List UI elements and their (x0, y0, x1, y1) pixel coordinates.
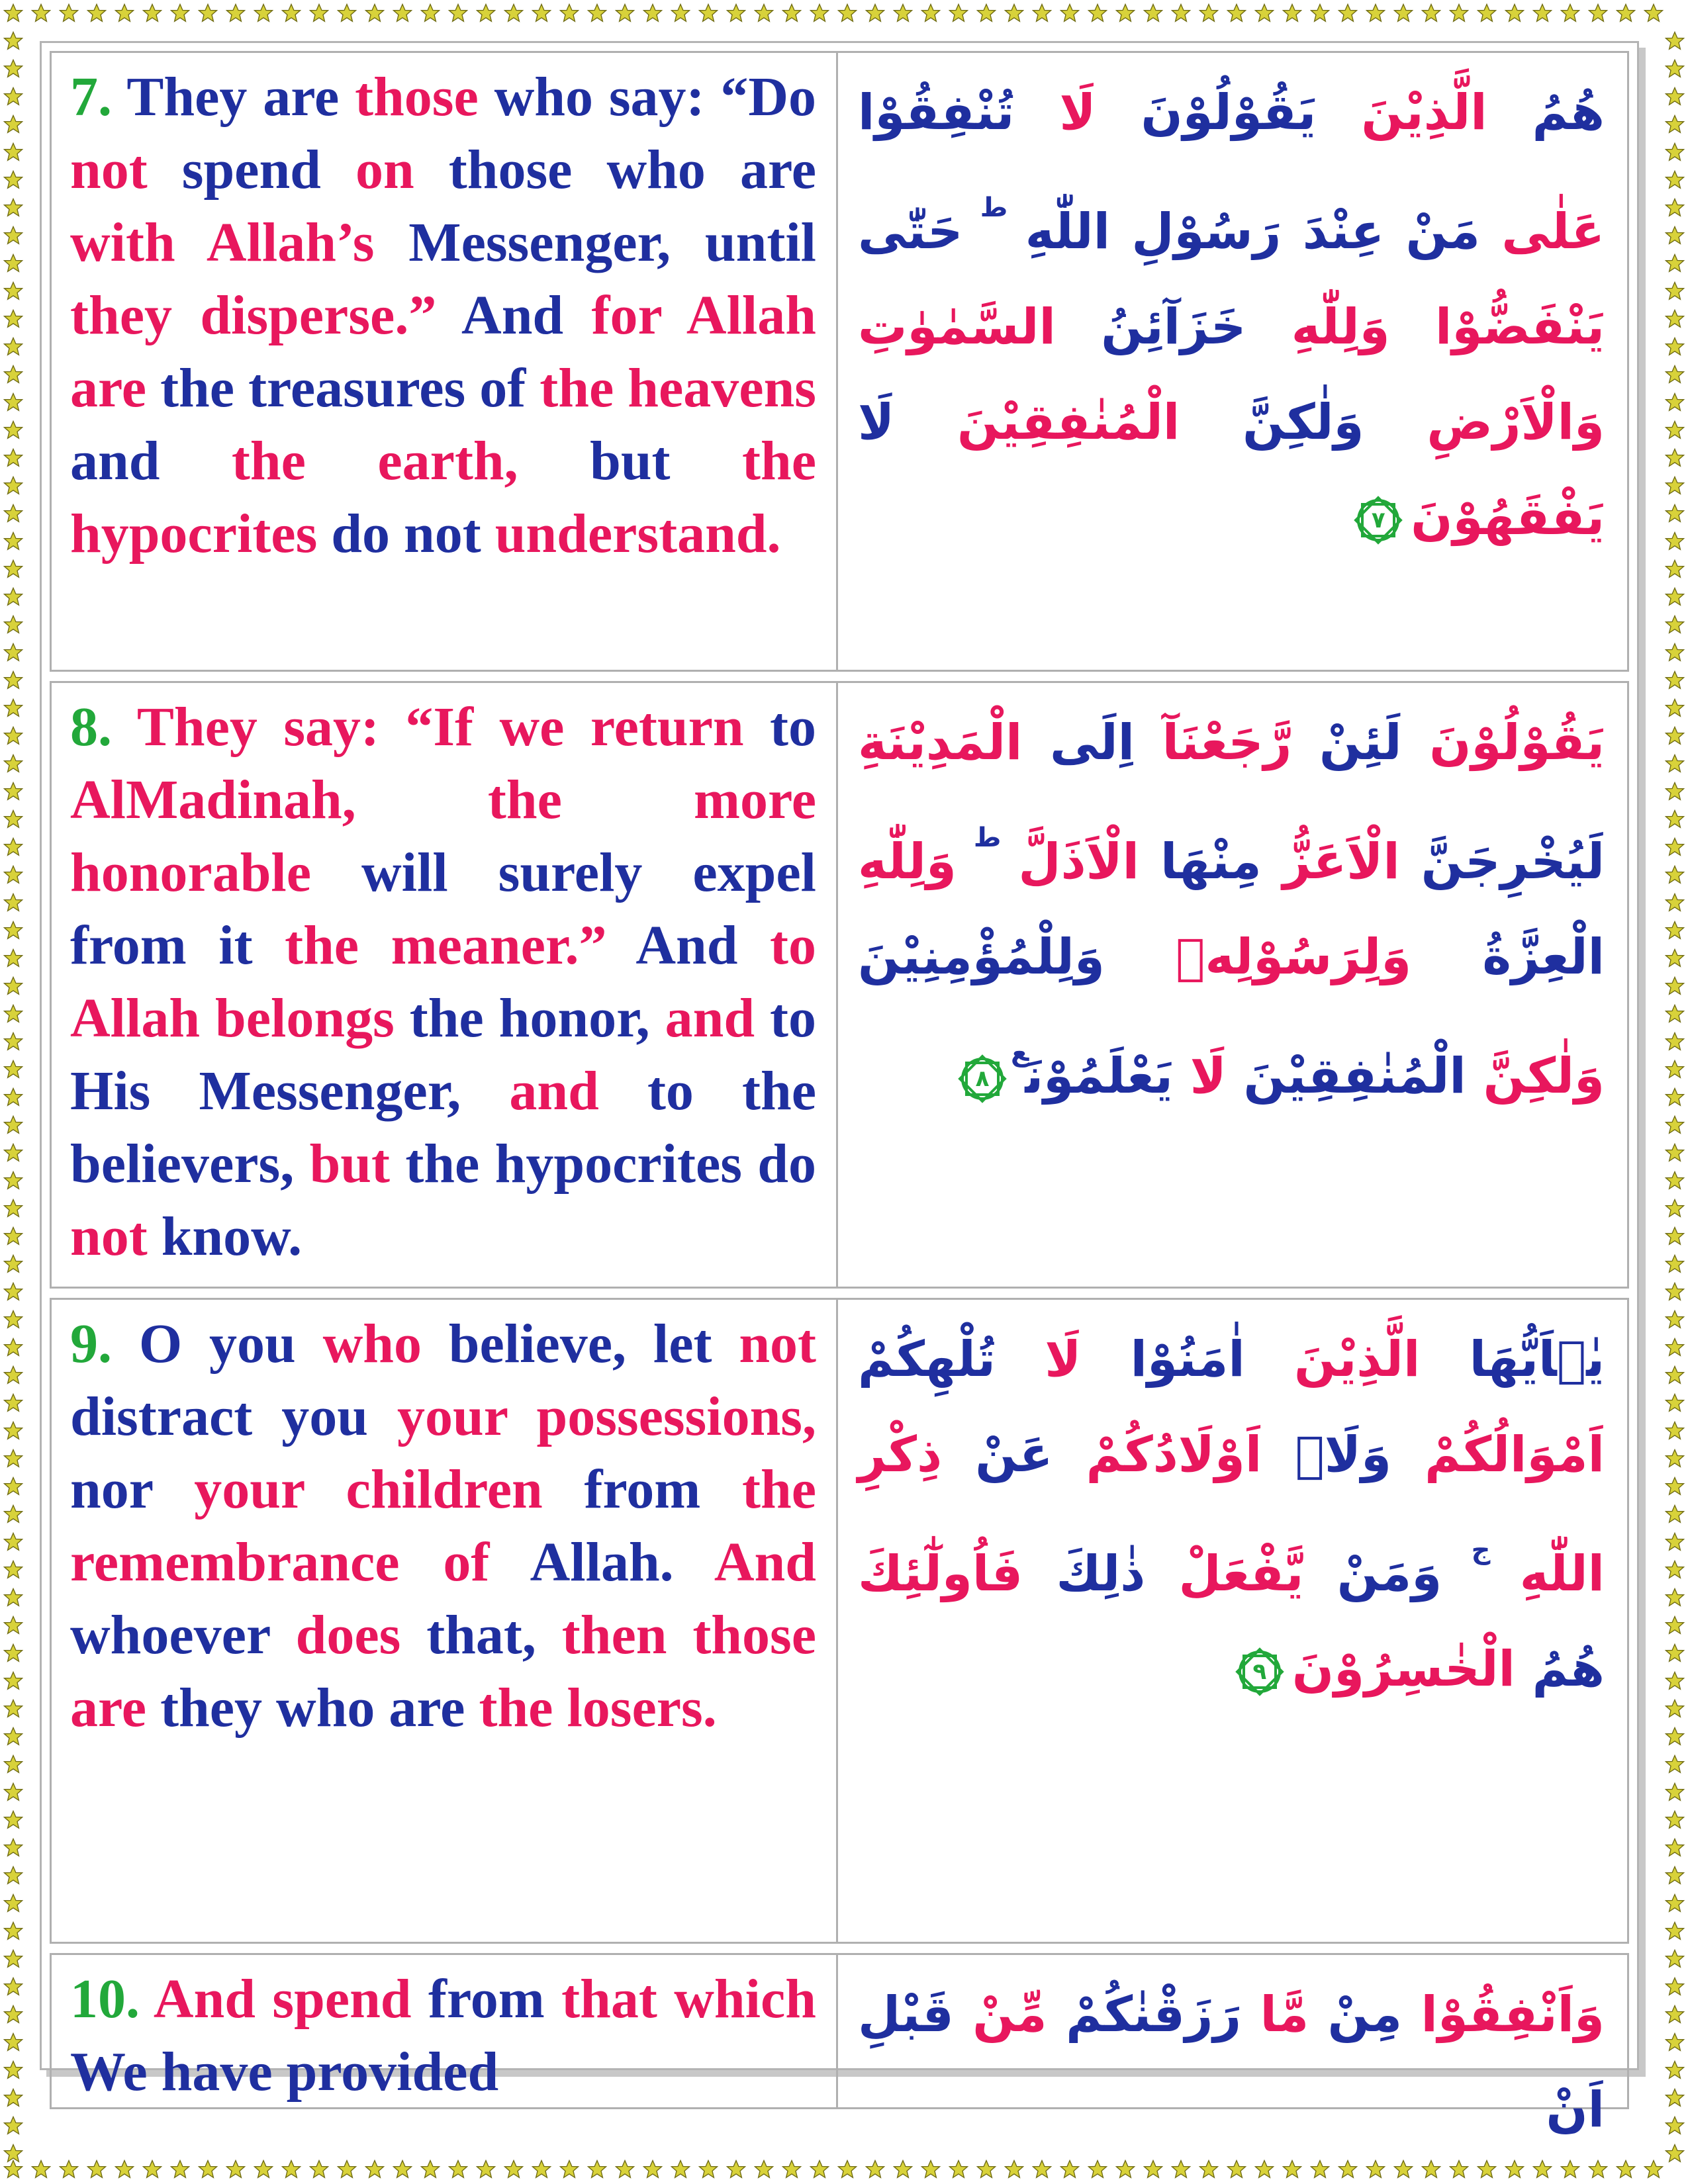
translation-text: the honor, (409, 987, 665, 1049)
translation-text: who say: “Do (494, 66, 816, 128)
arabic-text: الْمُنٰفِقِيْنَ (894, 394, 1180, 451)
arabic-text: وَلٰكِنَّ (1180, 394, 1364, 451)
arabic-text: ذِكْرِ اللّٰهِ (858, 1426, 1605, 1602)
verse-row-8 (50, 681, 1629, 1289)
translation-text: who (322, 1313, 449, 1375)
arabic-text: اَوْلَادُكُمْ (1053, 1426, 1262, 1483)
arabic-text: قَبْلِ (858, 1986, 954, 2043)
arabic-text: فَاُولٰٓئِكَ (858, 1545, 1023, 1602)
translation-text: distract you (70, 1386, 397, 1447)
arabic-text: وَلِلّٰهِ (1246, 298, 1390, 355)
arabic-text: تُلْهِكُمْ (858, 1331, 996, 1388)
translation-text: from (428, 1968, 562, 2030)
verse-number: ٧ (1371, 507, 1385, 534)
arabic-text: حَتّٰى (858, 203, 984, 260)
arabic-text: السَّمٰوٰتِ (858, 298, 1056, 355)
verse-row-7 (50, 51, 1629, 672)
translation-text: they who are (160, 1677, 479, 1739)
translation-text: Allah. (530, 1531, 714, 1593)
translation-text: on (355, 139, 449, 201)
verse-row-9 (50, 1298, 1629, 1944)
arabic-text: وَمَنْ (1303, 1545, 1476, 1602)
translation-text: 10. (70, 1968, 154, 2030)
translation-text: not (739, 1313, 817, 1375)
translation-text: your possessions, (397, 1386, 816, 1447)
verse-table (50, 51, 1629, 2138)
arabic-text: وَلِلْمُؤْمِنِيْنَ (858, 929, 1105, 985)
translation-cell (52, 1300, 838, 1942)
verse-number-marker (1350, 492, 1407, 549)
pause-mark: ط (973, 823, 1002, 853)
translation-text: 8. (70, 696, 137, 758)
arabic-cell (838, 53, 1627, 670)
translation-text: whoever (70, 1604, 296, 1666)
translation-text: the losers. (479, 1677, 717, 1739)
translation-text: to (770, 696, 816, 758)
arabic-text: ذٰلِكَ (1023, 1545, 1146, 1602)
translation-text: And (714, 1531, 816, 1593)
pause-mark: ع (1010, 1037, 1029, 1068)
translation-text: those (355, 66, 494, 128)
arabic-text: هُمُ (1515, 1641, 1605, 1698)
translation-text: and (509, 1060, 647, 1122)
arabic-text: اٰمَنُوْا (1081, 1331, 1245, 1388)
translation-text: nor (70, 1459, 195, 1520)
arabic-text: رَّجَعْنَآ (1135, 714, 1292, 771)
arabic-text: الْمُنٰفِقِيْنَ (1226, 1048, 1466, 1105)
translation-text: does (295, 1604, 427, 1666)
translation-text: They are (126, 66, 355, 128)
translation-text: to Allah belongs (70, 915, 816, 1049)
translation-text: for Allah are (70, 285, 816, 419)
translation-text: the heavens (539, 357, 816, 419)
translation-text: And spend (153, 1968, 428, 2030)
translation-text: but (309, 1133, 406, 1195)
translation-text: know. (161, 1206, 303, 1267)
arabic-text: لَا (995, 1331, 1082, 1388)
arabic-text: يَعْلَمُوْنَ (1025, 1048, 1173, 1105)
arabic-text: يَّفْعَلْ (1145, 1545, 1304, 1602)
arabic-text: الَّذِيْنَ (1316, 84, 1487, 141)
arabic-text: لَا (858, 394, 895, 451)
translation-text: but (590, 430, 743, 492)
arabic-text: يٰۤاَيُّهَا (1420, 1331, 1605, 1388)
arabic-cell (838, 683, 1627, 1287)
translation-text: with Allah’s (70, 212, 409, 273)
translation-text: the hypocrites (70, 430, 816, 565)
arabic-text: الْخٰسِرُوْنَ (1291, 1641, 1515, 1698)
arabic-text: لَيُخْرِجَنَّ (1399, 833, 1605, 890)
translation-text: they disperse.” (70, 285, 462, 346)
verse-number: ٨ (975, 1066, 990, 1093)
arabic-text: يَقُوْلُوْنَ (1401, 714, 1605, 771)
translation-text: understand. (494, 503, 781, 565)
arabic-text: عَنْ (942, 1426, 1053, 1483)
translation-text: the hypocrites do (405, 1133, 816, 1195)
translation-text: O you (138, 1313, 323, 1375)
translation-cell (52, 1955, 838, 2107)
arabic-text: وَلِلّٰهِ (858, 833, 978, 890)
translation-text: not (70, 139, 182, 201)
translation-text: and (70, 430, 232, 492)
arabic-text: يَفْقَهُوْنَ (1411, 489, 1605, 546)
arabic-text: رَزَقْنٰكُمْ (1047, 1986, 1242, 2043)
translation-text: the meaner.” (285, 915, 636, 976)
arabic-text: وَلَاۤ (1262, 1426, 1391, 1483)
arabic-cell (838, 1955, 1627, 2138)
translation-text: the treasures of (160, 357, 540, 419)
arabic-text: لَا (1014, 84, 1096, 141)
arabic-text: هُمُ (1487, 84, 1605, 141)
translation-text: the earth, (231, 430, 590, 492)
arabic-text: تُنْفِقُوْا (858, 84, 1015, 141)
arabic-text: عَلٰى (1480, 203, 1605, 260)
arabic-text: الْعِزَّةُ (1411, 929, 1605, 985)
translation-text: believe, let (448, 1313, 739, 1375)
arabic-text: الَّذِيْنَ (1244, 1331, 1421, 1388)
pause-mark: ج (1471, 1535, 1491, 1565)
arabic-text: وَلٰكِنَّ (1466, 1048, 1605, 1105)
translation-text: the remembrance of (70, 1459, 817, 1593)
translation-text: and (665, 987, 771, 1049)
verse-row-10 (50, 1953, 1629, 2138)
translation-text: we return (499, 696, 771, 758)
verse-number-marker (954, 1050, 1011, 1107)
arabic-text: الْاَذَلَّ (997, 833, 1140, 890)
translation-text: spend (181, 139, 355, 201)
arabic-text: مَّا (1241, 1986, 1309, 2043)
arabic-text: وَالْاَرْضِ (1364, 394, 1605, 451)
translation-text: And (461, 285, 592, 346)
arabic-text: الْمَدِيْنَةِ (858, 714, 1023, 771)
translation-text: do not (331, 503, 495, 565)
arabic-text: اَنْ (1546, 2081, 1605, 2138)
translation-text: And (635, 915, 770, 976)
translation-text: then those are (70, 1604, 816, 1739)
translation-text: from (584, 1459, 743, 1520)
arabic-text: الْاَعَزُّ (1261, 833, 1400, 890)
translation-cell (52, 683, 838, 1287)
translation-text: They say: “If (136, 696, 500, 758)
arabic-text: مِنْهَا (1139, 833, 1262, 890)
arabic-text: وَلِرَسُوْلِهٖ (1104, 929, 1412, 985)
translation-text: 7. (70, 66, 127, 128)
translation-text: that, (426, 1604, 562, 1666)
arabic-text: مَنْ عِنْدَ رَسُوْلِ اللّٰهِ (1004, 203, 1480, 260)
arabic-text: خَزَآئِنُ (1055, 298, 1246, 355)
arabic-text: يَنْفَضُّوْا (1389, 298, 1605, 355)
arabic-text: وَاَنْفِقُوْا (1402, 1986, 1605, 2043)
translation-text: AlMadinah, the more honorable (70, 769, 816, 903)
translation-text: Messenger, until (408, 212, 816, 273)
translation-text: to the believers, (70, 1060, 816, 1195)
page-frame (40, 41, 1639, 2138)
arabic-text: مِنْ (1309, 1986, 1403, 2043)
translation-text: We have provided (70, 2041, 499, 2103)
arabic-text: لَئِنْ (1291, 714, 1402, 771)
translation-text: your children (194, 1459, 585, 1520)
arabic-cell (838, 1300, 1627, 1942)
translation-cell (52, 53, 838, 670)
arabic-text: اِلَى (1022, 714, 1135, 771)
verse-number-marker (1231, 1643, 1288, 1700)
arabic-text: لَا (1172, 1048, 1227, 1105)
verse-number: ٩ (1252, 1659, 1267, 1686)
translation-text: that which (561, 1968, 816, 2030)
translation-text: will surely expel from it (70, 842, 817, 976)
arabic-text: يَقُوْلُوْنَ (1096, 84, 1317, 141)
arabic-text: اَمْوَالُكُمْ (1391, 1426, 1605, 1483)
translation-text: those who are (448, 139, 816, 201)
translation-text: to His Messenger, (70, 987, 816, 1122)
translation-text: 9. (70, 1313, 139, 1375)
translation-text: not (70, 1206, 162, 1267)
pause-mark: ط (980, 193, 1008, 223)
arabic-text: مِّنْ (953, 1986, 1047, 2043)
